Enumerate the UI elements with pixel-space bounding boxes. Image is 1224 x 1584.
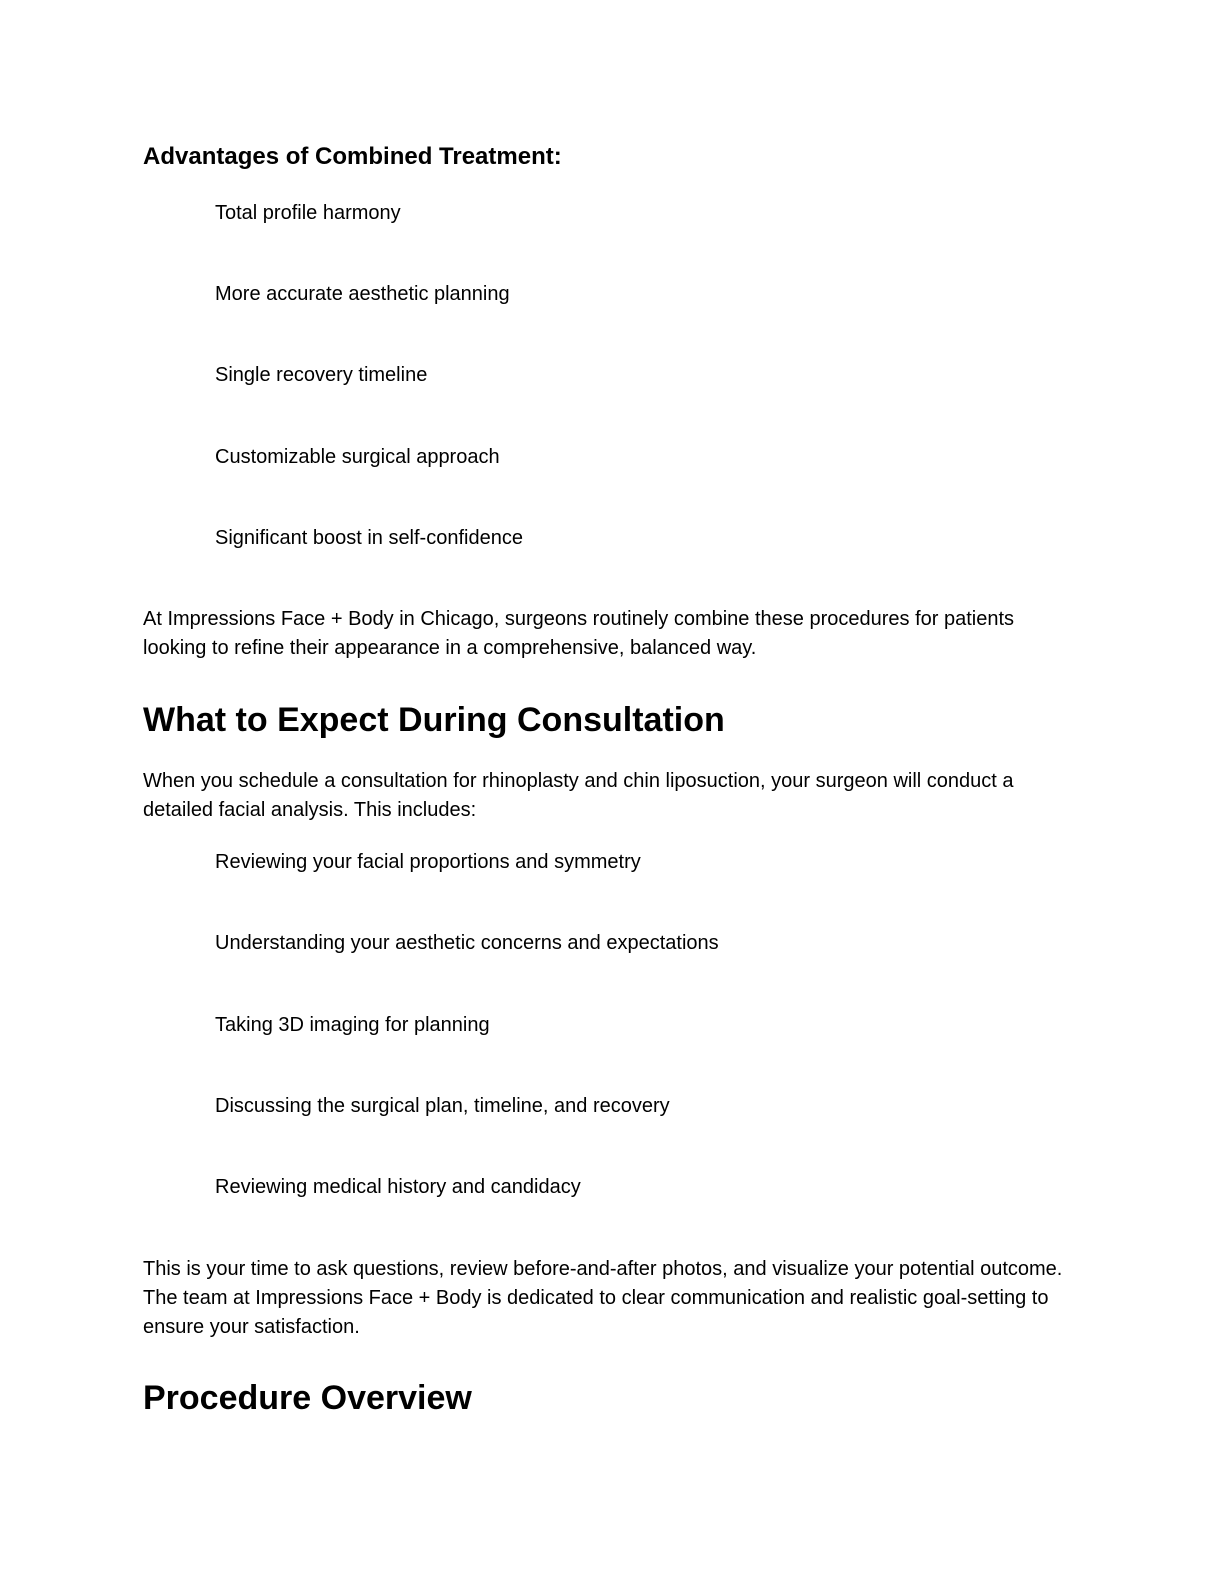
advantages-heading: Advantages of Combined Treatment:: [143, 143, 562, 170]
list-item: Customizable surgical approach: [215, 446, 500, 468]
procedure-overview-heading: Procedure Overview: [143, 1379, 472, 1417]
list-item: Taking 3D imaging for planning: [215, 1014, 490, 1036]
list-item: More accurate aesthetic planning: [215, 283, 510, 305]
list-item: Reviewing your facial proportions and symmetry: [215, 851, 641, 873]
consultation-closing-paragraph: This is your time to ask questions, review before-and-after photos, and visualize your potential outcome. The team at Impressions Face + Body is dedicated to clear communication and realistic goal-setting to ensure your satisfaction.: [143, 1258, 1063, 1338]
list-item: Total profile harmony: [215, 202, 401, 224]
list-item: Significant boost in self-confidence: [215, 527, 523, 549]
list-item: Single recovery timeline: [215, 364, 428, 386]
list-item: Reviewing medical history and candidacy: [215, 1176, 581, 1198]
combined-treatment-paragraph: At Impressions Face + Body in Chicago, surgeons routinely combine these procedures for patients looking to refine their appearance in a comprehensive, balanced way.: [143, 608, 1015, 659]
consultation-intro-paragraph: When you schedule a consultation for rhinoplasty and chin liposuction, your surgeon will conduct a detailed facial analysis. This includes:: [143, 770, 1014, 821]
list-item: Discussing the surgical plan, timeline, and recovery: [215, 1095, 670, 1117]
consultation-heading: What to Expect During Consultation: [143, 701, 725, 739]
list-item: Understanding your aesthetic concerns and expectations: [215, 932, 719, 954]
